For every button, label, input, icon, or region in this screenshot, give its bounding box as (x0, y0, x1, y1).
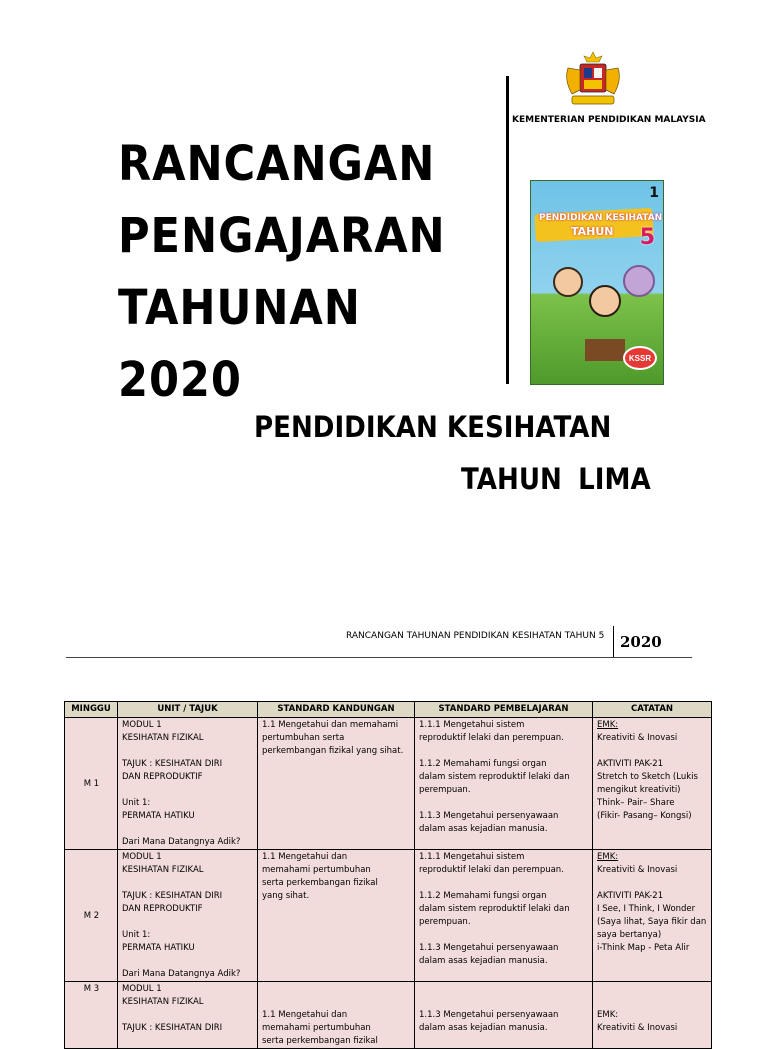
cell-line: (Saya lihat, Saya fikir dan (597, 917, 707, 927)
cell-line: serta perkembangan fizikal (262, 878, 378, 888)
column-header: UNIT / TAJUK (118, 702, 258, 718)
child-figure (623, 265, 655, 297)
header-separator (613, 626, 614, 658)
spacer (597, 877, 708, 890)
cell-line: Stretch to Sketch (Lukis (597, 772, 698, 782)
spacer (419, 929, 589, 942)
column-header: STANDARD PEMBELAJARAN (415, 702, 593, 718)
cell-line: dalam sistem reproduktif lelaki dan (419, 904, 570, 914)
spacer (122, 877, 254, 890)
cell-line: MODUL 1 (122, 852, 162, 862)
spacer (419, 996, 589, 1009)
running-header: RANCANGAN TAHUNAN PENDIDIKAN KESIHATAN TAHUN 5 (346, 631, 605, 641)
cell-line: pertumbuhan serta (262, 733, 345, 743)
cell-line: dalam asas kejadian manusia. (419, 1023, 548, 1033)
sk-cell (258, 982, 415, 1049)
cell-line: saya bertanya) (597, 930, 662, 940)
spacer (262, 983, 411, 996)
cell-line: Dari Mana Datangnya Adik? (122, 969, 241, 979)
cell-line: 1.1.3 Mengetahui persenyawaan (419, 1010, 559, 1020)
cell-line: I See, I Think, I Wonder (597, 904, 696, 914)
cell-line: mengikut kreativiti) (597, 785, 681, 795)
book-number: 5 (639, 225, 655, 250)
catatan-cell (593, 718, 712, 850)
cell-line: TAJUK : KESIHATAN DIRI (122, 759, 223, 769)
cell-line: dalam asas kejadian manusia. (419, 956, 548, 966)
spacer (122, 1009, 254, 1022)
spacer (419, 983, 589, 996)
column-header: STANDARD KANDUNGAN (258, 702, 415, 718)
cell-line: perempuan. (419, 785, 471, 795)
spacer (419, 797, 589, 810)
cover-title (118, 128, 446, 416)
cell-line: 1.1.2 Memahami fungsi organ (419, 891, 547, 901)
cell-line: DAN REPRODUKTIF (122, 772, 203, 782)
spacer (122, 916, 254, 929)
cell-line: Unit 1: (122, 798, 151, 808)
cell-line: reproduktif lelaki dan perempuan. (419, 733, 564, 743)
spacer (262, 996, 411, 1009)
cell-line: i-Think Map - Peta Alir (597, 943, 690, 953)
cell-line: 1.1.1 Mengetahui sistem (419, 852, 525, 862)
ministry-name: KEMENTERIAN PENDIDIKAN MALAYSIA (512, 115, 706, 125)
cell-line: Dari Mana Datangnya Adik? (122, 837, 241, 847)
sp-cell (415, 718, 593, 850)
cell-line: 1.1.3 Mengetahui persenyawaan (419, 943, 559, 953)
spacer (122, 784, 254, 797)
spacer (597, 996, 708, 1009)
cell-line: TAJUK : KESIHATAN DIRI (122, 891, 223, 901)
spacer (597, 745, 708, 758)
cell-line: EMK: (597, 1010, 619, 1020)
cell-line: KESIHATAN FIZIKAL (122, 733, 204, 743)
cell-line: EMK: (597, 720, 619, 730)
spacer (419, 877, 589, 890)
cell-line: 1.1.2 Memahami fungsi organ (419, 759, 547, 769)
spacer (419, 745, 589, 758)
cell-line: MODUL 1 (122, 984, 162, 994)
cell-line: perkembangan fizikal yang sihat. (262, 746, 404, 756)
table-header-row (65, 702, 712, 718)
desk-shape (585, 339, 625, 361)
cell-line: (Fikir- Pasang– Kongsi) (597, 811, 692, 821)
cell-line: perempuan. (419, 917, 471, 927)
cell-line: MODUL 1 (122, 720, 162, 730)
table-row (65, 718, 712, 850)
textbook-cover-image (530, 180, 664, 385)
cell-line: Kreativiti & Inovasi (597, 733, 678, 743)
malaysia-coat-of-arms-icon (562, 50, 624, 108)
cover-title-line: 2020 (118, 352, 242, 408)
cell-line: memahami pertumbuhan (262, 865, 371, 875)
cell-line: EMK: (597, 852, 619, 862)
week-cell: M 1 (65, 718, 118, 850)
table-row (65, 982, 712, 1049)
cell-line: 1.1.1 Mengetahui sistem (419, 720, 525, 730)
cell-line: Kreativiti & Inovasi (597, 1023, 678, 1033)
sp-cell (415, 850, 593, 982)
cell-line: DAN REPRODUKTIF (122, 904, 203, 914)
cell-line: yang sihat. (262, 891, 310, 901)
catatan-cell (593, 982, 712, 1049)
cell-line: TAJUK : KESIHATAN DIRI (122, 1023, 223, 1033)
cell-line: Kreativiti & Inovasi (597, 865, 678, 875)
cell-line: reproduktif lelaki dan perempuan. (419, 865, 564, 875)
cell-line: Think– Pair– Share (597, 798, 675, 808)
cell-line: AKTIVITI PAK-21 (597, 891, 664, 901)
sk-cell (258, 850, 415, 982)
spacer (597, 983, 708, 996)
column-header: CATATAN (593, 702, 712, 718)
kssr-badge: KSSR (623, 346, 657, 370)
child-figure (553, 267, 583, 297)
cell-line: Unit 1: (122, 930, 151, 940)
cell-line: memahami pertumbuhan (262, 1023, 371, 1033)
cell-line: 1.1 Mengetahui dan (262, 1010, 348, 1020)
cell-line: serta perkembangan fizikal (262, 1036, 378, 1046)
cover-divider (506, 76, 509, 384)
cover-title-line: RANCANGAN (118, 136, 436, 192)
book-subtitle: TAHUN (571, 225, 614, 238)
spacer (122, 745, 254, 758)
column-header: MINGGU (65, 702, 118, 718)
year-level: TAHUN LIMA (461, 462, 651, 496)
sk-cell (258, 718, 415, 850)
cover-title-line: PENGAJARAN (118, 208, 446, 264)
cell-line: 1.1 Mengetahui dan (262, 852, 348, 862)
cell-line: 1.1 Mengetahui dan memahami (262, 720, 399, 730)
table-row (65, 850, 712, 982)
spacer (122, 823, 254, 836)
catatan-cell (593, 850, 712, 982)
header-year: 2020 (620, 633, 662, 651)
unit-cell (118, 982, 258, 1049)
child-figure (589, 285, 621, 317)
cell-line: AKTIVITI PAK-21 (597, 759, 664, 769)
week-cell: M 2 (65, 850, 118, 982)
cell-line: PERMATA HATIKU (122, 811, 195, 821)
book-title: PENDIDIKAN KESIHATAN (539, 213, 663, 223)
week-cell: M 3 (65, 982, 118, 1049)
subject-title: PENDIDIKAN KESIHATAN (254, 410, 612, 444)
cell-line: 1.1.3 Mengetahui persenyawaan (419, 811, 559, 821)
unit-cell (118, 718, 258, 850)
yearly-plan-table (64, 701, 712, 1049)
sp-cell (415, 982, 593, 1049)
cell-line: dalam sistem reproduktif lelaki dan (419, 772, 570, 782)
unit-cell (118, 850, 258, 982)
header-rule (66, 657, 692, 658)
book-volume: 1 (649, 185, 659, 201)
cell-line: dalam asas kejadian manusia. (419, 824, 548, 834)
cover-title-line: TAHUNAN (118, 280, 361, 336)
spacer (122, 955, 254, 968)
cell-line: KESIHATAN FIZIKAL (122, 997, 204, 1007)
cell-line: KESIHATAN FIZIKAL (122, 865, 204, 875)
cell-line: PERMATA HATIKU (122, 943, 195, 953)
